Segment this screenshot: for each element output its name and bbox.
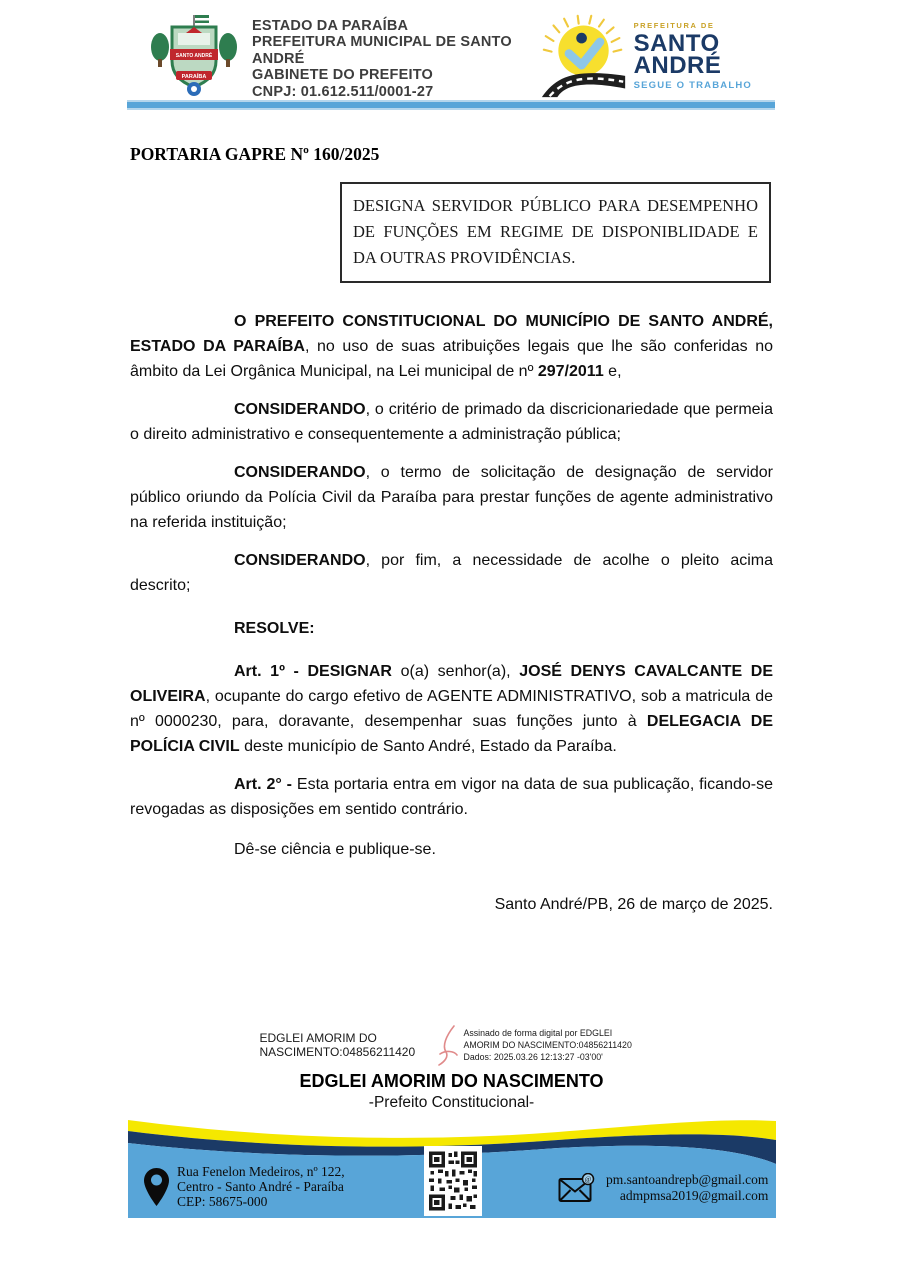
logo-name-line2: ANDRÉ — [633, 51, 722, 79]
article-1-destination: DELEGACIA DE POLÍCIA CIVIL — [130, 713, 773, 755]
certificate-details — [464, 1027, 644, 1063]
considerando-2-text: , o termo de solicitação de designação de servidor público oriundo da Polícia Civil da Paraíba para prestar funções de agente administrativo na referida instituição; — [130, 464, 773, 531]
certificate-detail-line3: Dados: 2025.03.26 12:13:27 -03'00' — [463, 1052, 603, 1062]
location-pin-icon — [144, 1168, 169, 1206]
address-street: Rua Fenelon Medeiros, nº 122, — [177, 1164, 345, 1179]
paragraph-article-1 — [130, 659, 773, 759]
logo-name-line1: SANTO — [633, 29, 720, 57]
preamble-law-number: 297/2011 — [537, 363, 604, 380]
footer-emails — [606, 1172, 768, 1204]
certificate-detail-line2: AMORIM DO NASCIMENTO:04856211420 — [463, 1040, 632, 1050]
paragraph-preamble — [130, 309, 773, 384]
digital-signature-stamp — [260, 1024, 644, 1066]
signer-role: -Prefeito Constitucional- — [368, 1094, 535, 1111]
certificate-detail-line1: Assinado de forma digital por EDGLEI — [463, 1028, 613, 1038]
footer-address — [177, 1164, 345, 1209]
resolve-heading: RESOLVE: — [234, 620, 315, 637]
paragraph-article-2 — [130, 772, 773, 822]
certificate-name-line2: NASCIMENTO:04856211420 — [259, 1045, 416, 1059]
org-line-office: GABINETE DO PREFEITO — [252, 67, 433, 84]
footer-address-group — [144, 1164, 345, 1209]
document-title: PORTARIA GAPRE Nº 160/2025 — [130, 144, 380, 164]
article-1-text-a: o(a) senhor(a), — [391, 663, 520, 680]
paragraph-considerando-1 — [130, 397, 773, 447]
preamble-authority: O PREFEITO CONSTITUCIONAL DO MUNICÍPIO DE SANTO ANDRÉ, ESTADO DA PARAÍBA — [130, 313, 773, 355]
certificate-name-line1: EDGLEI AMORIM DO — [259, 1030, 377, 1045]
article-2-label: Art. 2° - — [234, 776, 297, 793]
document-body — [130, 144, 773, 930]
article-1-text-c: deste município de Santo André, Estado da Paraíba. — [239, 738, 617, 755]
sun-road-icon — [538, 14, 630, 98]
crest-banner-top-label: SANTO ANDRÉ — [175, 53, 213, 59]
footer-email-group — [558, 1172, 768, 1204]
org-line-cnpj: CNPJ: 01.612.511/0001-27 — [252, 83, 434, 100]
footer-email-2: admpmsa2019@gmail.com — [619, 1188, 769, 1203]
summary-box: DESIGNA SERVIDOR PÚBLICO PARA DESEMPENHO DE FUNÇÕES EM REGIME DE DISPONIBLIDADE E DA OUTRAS PROVIDÊNCIAS. — [340, 182, 771, 283]
signer-name: EDGLEI AMORIM DO NASCIMENTO — [299, 1071, 604, 1091]
considerando-3-text: , por fim, a necessidade de acolhe o pleito acima descrito; — [130, 552, 773, 594]
qr-code — [424, 1146, 482, 1216]
org-name-block — [240, 12, 538, 101]
considerando-1-keyword: CONSIDERANDO — [234, 401, 366, 418]
preamble-text: , no uso de suas atribuições legais que lhe são conferidas no âmbito da Lei Orgânica Municipal, na Lei municipal de nº — [130, 338, 773, 380]
article-2-text: Esta portaria entra em vigor na data de sua publicação, ficando-se revogadas as disposições em sentido contrário. — [130, 776, 773, 818]
article-1-text-b: , ocupante do cargo efetivo de AGENTE ADMINISTRATIVO, sob a matricula de nº 0000230, para, doravante, desempenhar suas funções junto à — [130, 688, 773, 730]
closing-formula: Dê-se ciência e publique-se. — [234, 841, 436, 858]
org-line-state: ESTADO DA PARAÍBA — [252, 17, 409, 34]
signature-flourish-icon — [436, 1024, 460, 1066]
city-brand-logo — [538, 14, 752, 98]
article-1-label: Art. 1º - DESIGNAR — [234, 663, 392, 680]
crest-banner-bottom-label: PARAÍBA — [181, 74, 207, 80]
coat-of-arms-icon — [148, 13, 240, 99]
considerando-3-keyword: CONSIDERANDO — [234, 552, 366, 569]
dateline: Santo André/PB, 26 de março de 2025. — [494, 896, 773, 913]
email-envelope-icon — [558, 1173, 596, 1203]
qr-code-pattern — [427, 1149, 479, 1213]
logo-tagline: SEGUE O TRABALHO — [633, 79, 752, 91]
preamble-tail: e, — [603, 363, 622, 380]
svg-text:@: @ — [584, 1175, 592, 1184]
paragraph-considerando-2 — [130, 460, 773, 535]
certificate-holder-name — [260, 1031, 432, 1060]
signature-block — [130, 1024, 773, 1112]
logo-text — [634, 22, 752, 90]
org-line-prefecture: PREFEITURA MUNICIPAL DE SANTO ANDRÉ — [252, 34, 512, 67]
article-1-servant-name: JOSÉ DENYS CAVALCANTE DE OLIVEIRA — [130, 663, 774, 705]
logo-pretitle: PREFEITURA DE — [633, 21, 715, 30]
document-footer — [128, 1118, 776, 1218]
considerando-1-text: , o critério de primado da discricionariedade que permeia o direito administrativo e consequentemente a administração pública; — [130, 401, 773, 443]
address-city: Centro - Santo André - Paraíba — [177, 1179, 344, 1194]
paragraph-considerando-3 — [130, 548, 773, 598]
footer-email-1: pm.santoandrepb@gmail.com — [606, 1172, 769, 1187]
document-header — [148, 14, 752, 98]
considerando-2-keyword: CONSIDERANDO — [234, 464, 366, 481]
address-cep: CEP: 58675-000 — [177, 1194, 268, 1209]
header-divider-bar — [127, 100, 775, 110]
